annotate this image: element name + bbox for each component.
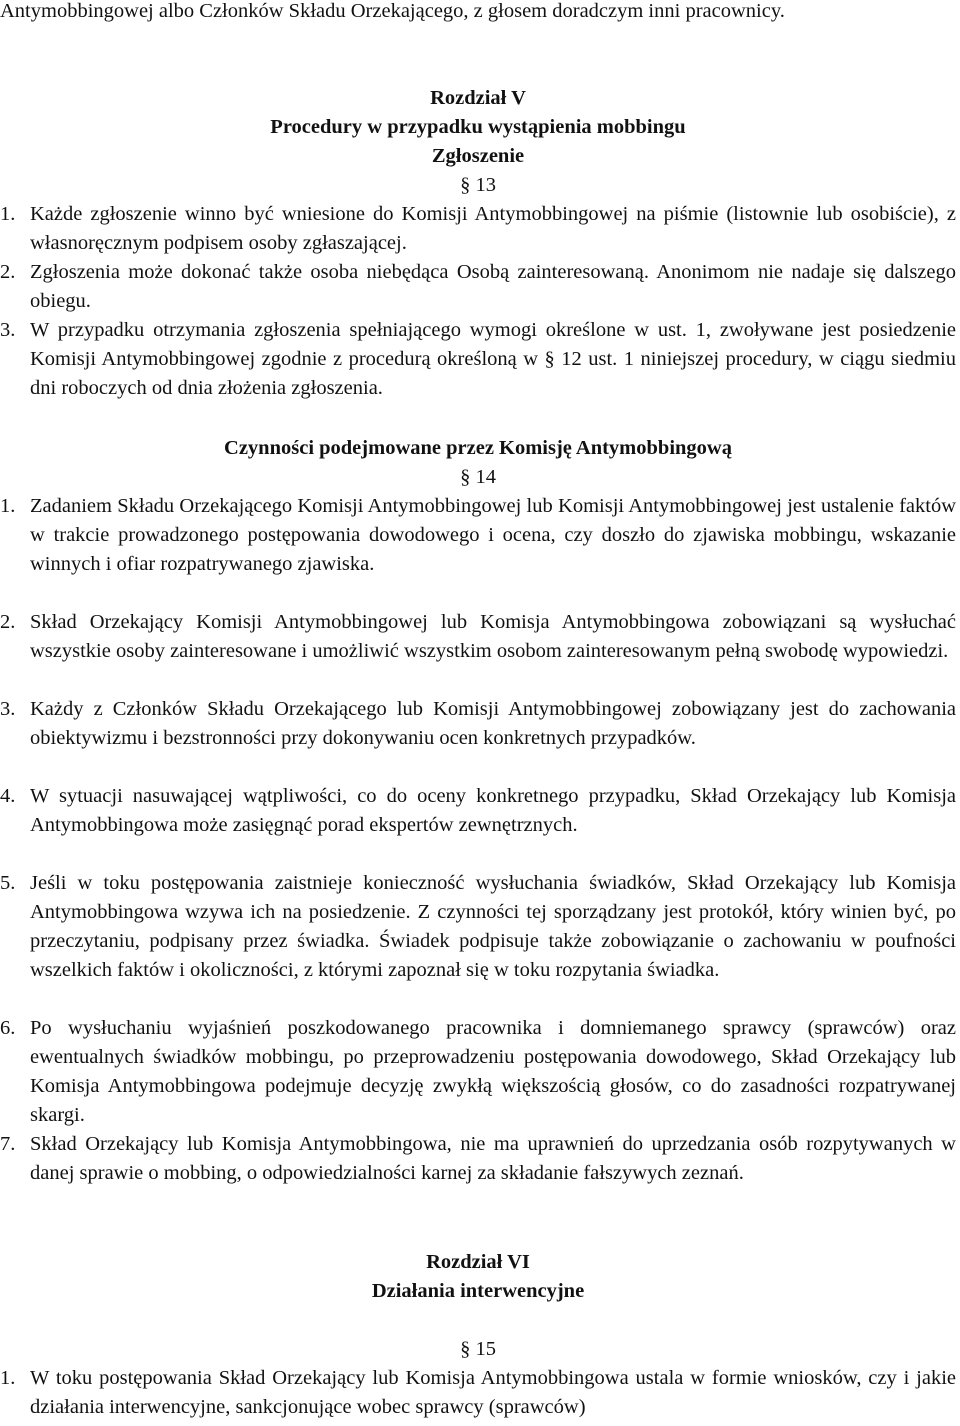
item-number: 5. (0, 872, 16, 894)
item-text: W sytuacji nasuwającej wątpliwości, co do oceny konkretnego przypadku, Skład Orzekający lub Komisja Antymobbingowa może zasięgnąć porad ekspertów zewnętrznych. (30, 785, 956, 836)
continuation-paragraph: Antymobbingowej albo Członków Składu Orzekającego, z głosem doradczym inni pracownicy. (0, 0, 785, 22)
item-text: Każde zgłoszenie winno być wniesione do Komisji Antymobbingowej na piśmie (listownie lub osobiście), z własnoręcznym podpisem osoby zgłaszającej. (30, 203, 956, 254)
list-item (0, 695, 956, 753)
chapter-5-subtitle: Procedury w przypadku wystąpienia mobbingu (270, 116, 686, 138)
item-number: 1. (0, 203, 16, 225)
chapter-5-title: Rozdział V (430, 87, 526, 109)
item-text: Jeśli w toku postępowania zaistnieje konieczność wysłuchania świadków, Skład Orzekający lub Komisja Antymobbingowa wzywa ich na posiedzenie. Z czynności tej sporządzany jest protokół, który winien być, po przeczytaniu, podpisany przez świadka. Świadek podpisuje także zobowiązanie o zachowaniu w poufności wszelkich faktów i okoliczności, z którymi zapoznał się w toku rozpytania świadka. (30, 872, 956, 981)
item-number: 1. (0, 495, 16, 517)
section-14-label: § 14 (460, 466, 496, 488)
list-item (0, 1014, 956, 1130)
item-text: W toku postępowania Skład Orzekający lub Komisja Antymobbingowa ustala w formie wniosków, czy i jakie działania interwencyjne, sankcjonujące wobec sprawcy (sprawców) (30, 1367, 956, 1418)
list-item (0, 200, 956, 258)
chapter-6-title: Rozdział VI (426, 1251, 530, 1273)
item-text: Zgłoszenia może dokonać także osoba niebędąca Osobą zainteresowaną. Anonimom nie nadaje się dalszego obiegu. (30, 261, 956, 312)
item-number: 2. (0, 261, 16, 283)
section-13-label: § 13 (460, 174, 496, 196)
list-item (0, 782, 956, 840)
item-text: W przypadku otrzymania zgłoszenia spełniającego wymogi określone w ust. 1, zwoływane jest posiedzenie Komisji Antymobbingowej zgodnie z procedurą określoną w § 12 ust. 1 niniejszej procedury, w ciągu siedmiu dni roboczych od dnia złożenia zgłoszenia. (30, 319, 956, 399)
subsection-zgloszenie: Zgłoszenie (431, 145, 525, 167)
list-item (0, 492, 956, 579)
item-text: Zadaniem Składu Orzekającego Komisji Antymobbingowej lub Komisji Antymobbingowej jest ustalenie faktów w trakcie prowadzonego postępowania dowodowego i ocena, czy doszło do zjawiska mobbingu, wskazanie winnych i ofiar rozpatrywanego zjawiska. (30, 495, 956, 575)
list-item (0, 258, 956, 316)
item-number: 2. (0, 611, 16, 633)
chapter-6-subtitle: Działania interwencyjne (371, 1280, 585, 1302)
list-item (0, 869, 956, 985)
list-item (0, 316, 956, 403)
item-number: 3. (0, 319, 16, 341)
list-item (0, 1130, 956, 1188)
item-text: Skład Orzekający Komisji Antymobbingowej lub Komisja Antymobbingowa zobowiązani są wysłuchać wszystkie osoby zainteresowane i umożliwić wszystkim osobom zainteresowanym pełną swobodę wypowiedzi. (30, 611, 956, 662)
list-item (0, 608, 956, 666)
list-item (0, 1364, 956, 1422)
item-number: 1. (0, 1367, 16, 1389)
section-15-label: § 15 (460, 1338, 496, 1360)
item-number: 3. (0, 698, 16, 720)
item-number: 4. (0, 785, 16, 807)
item-text: Każdy z Członków Składu Orzekającego lub Komisji Antymobbingowej zobowiązany jest do zachowania obiektywizmu i bezstronności przy dokonywaniu ocen konkretnych przypadków. (30, 698, 956, 749)
item-number: 6. (0, 1017, 16, 1039)
item-text: Skład Orzekający lub Komisja Antymobbingowa, nie ma uprawnień do uprzedzania osób rozpytywanych w danej sprawie o mobbing, o odpowiedzialności karnej za składanie fałszywych zeznań. (30, 1133, 956, 1184)
item-text: Po wysłuchaniu wyjaśnień poszkodowanego pracownika i domniemanego sprawcy (sprawców) oraz ewentualnych świadków mobbingu, po przeprowadzeniu postępowania dowodowego, Skład Orzekający lub Komisja Antymobbingowa podejmuje decyzję zwykłą większością głosów, co do zasadności rozpatrywanej skargi. (30, 1017, 956, 1126)
item-number: 7. (0, 1133, 16, 1155)
subsection-czynnosci: Czynności podejmowane przez Komisję Antymobbingową (224, 437, 732, 459)
